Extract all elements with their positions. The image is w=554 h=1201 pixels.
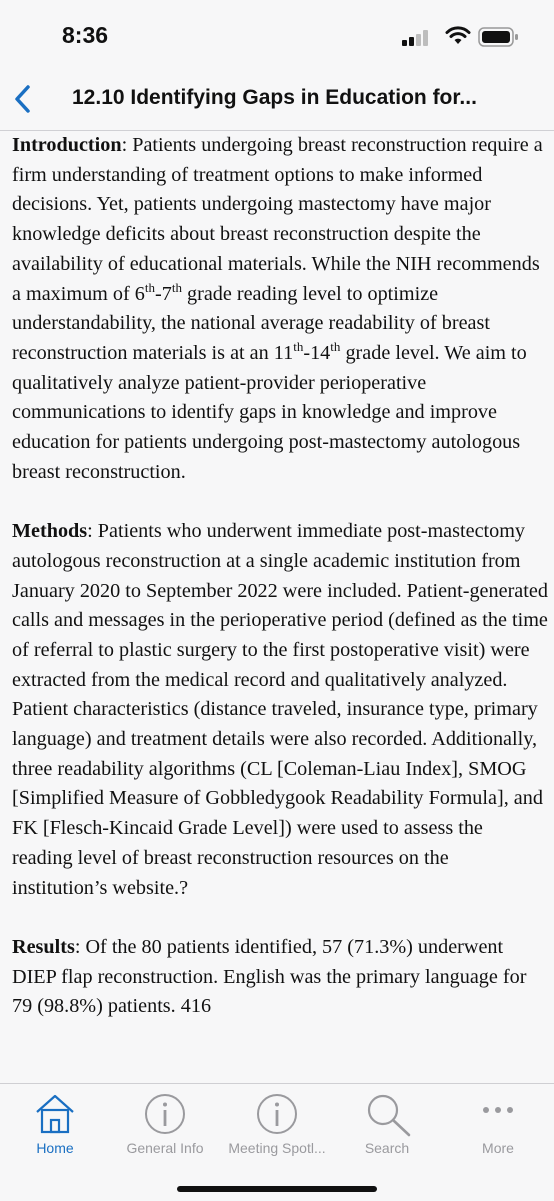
tab-bar: [0, 1083, 554, 1201]
status-time: 8:36: [62, 22, 109, 48]
superscript: th: [171, 279, 182, 295]
introduction-paragraph: [12, 131, 548, 487]
back-chevron-icon[interactable]: [8, 82, 40, 116]
superscript: th: [330, 339, 341, 355]
tab-search[interactable]: [332, 1090, 442, 1160]
intro-text: grade reading level to optimize understandability, the national average readability of breast reconstruction materials is at an 11: [12, 282, 490, 364]
results-paragraph: [12, 933, 548, 1022]
intro-text: -14: [303, 341, 331, 364]
status-bar: [0, 0, 554, 68]
home-icon: [33, 1092, 77, 1136]
intro-text: -7: [155, 282, 172, 305]
introduction-heading: Introduction: [12, 134, 122, 156]
results-heading: Results: [12, 935, 75, 958]
methods-heading: Methods: [12, 520, 88, 543]
superscript: th: [293, 339, 304, 355]
info-icon: [255, 1092, 299, 1136]
tab-label: Home: [36, 1140, 74, 1156]
page-title: 12.10 Identifying Gaps in Education for...: [72, 86, 477, 109]
intro-text: : Patients undergoing breast reconstruction require a firm understanding of treatment options to make informed decisions. Yet, patients undergoing mastectomy have major knowledge deficits about breast reconstruction despite the availability of educational materials. While the NIH recommends a maximum of 6: [12, 134, 543, 305]
methods-paragraph: [12, 517, 548, 903]
methods-text: : Patients who underwent immediate post-mastectomy autologous reconstruction at a single academic institution from January 2020 to September 2022 were included. Patient-generated calls and messages in the perioperative period (defined as the time of referral to plastic surgery to the first postoperative visit) were extracted from the medical record and qualitatively analyzed. Patient characteristics (distance traveled, insurance type, primary language) and treatment details were also recorded. Additionally, three readability algorithms (CL [Coleman-Liau Index], SMOG [Simplified Measure of Gobbledygook Readability Formula], and FK [Flesch-Kincaid Grade Level]) were used to assess the reading level of breast reconstruction resources on the institution’s website.?: [12, 520, 548, 899]
tab-label: Meeting Spotl...: [228, 1140, 326, 1156]
tab-home[interactable]: [0, 1090, 110, 1160]
more-icon: [476, 1092, 520, 1136]
tab-label: General Info: [126, 1140, 204, 1156]
navigation-bar: [0, 68, 554, 131]
tab-general-info[interactable]: [110, 1090, 220, 1160]
tab-label: Search: [364, 1140, 410, 1156]
info-icon: [143, 1092, 187, 1136]
article-content: [12, 131, 548, 1083]
tab-more[interactable]: [443, 1090, 553, 1160]
battery-icon: [478, 27, 520, 47]
intro-text: grade level. We aim to qualitatively analyze patient-provider perioperative communications to identify gaps in knowledge and improve education for patients undergoing post-mastectomy autologous breast reconstruction.: [12, 341, 527, 483]
wifi-icon: [445, 26, 471, 46]
superscript: th: [144, 279, 155, 295]
results-text: : Of the 80 patients identified, 57 (71.3%) underwent DIEP flap reconstruction. English was the primary language for 79 (98.8%) patients. 416: [12, 935, 527, 1018]
tab-meeting-spotlight[interactable]: [222, 1090, 332, 1160]
search-icon: [365, 1092, 415, 1138]
tab-label: More: [482, 1140, 514, 1156]
home-indicator[interactable]: [177, 1186, 377, 1192]
cellular-signal-icon: [402, 30, 432, 46]
